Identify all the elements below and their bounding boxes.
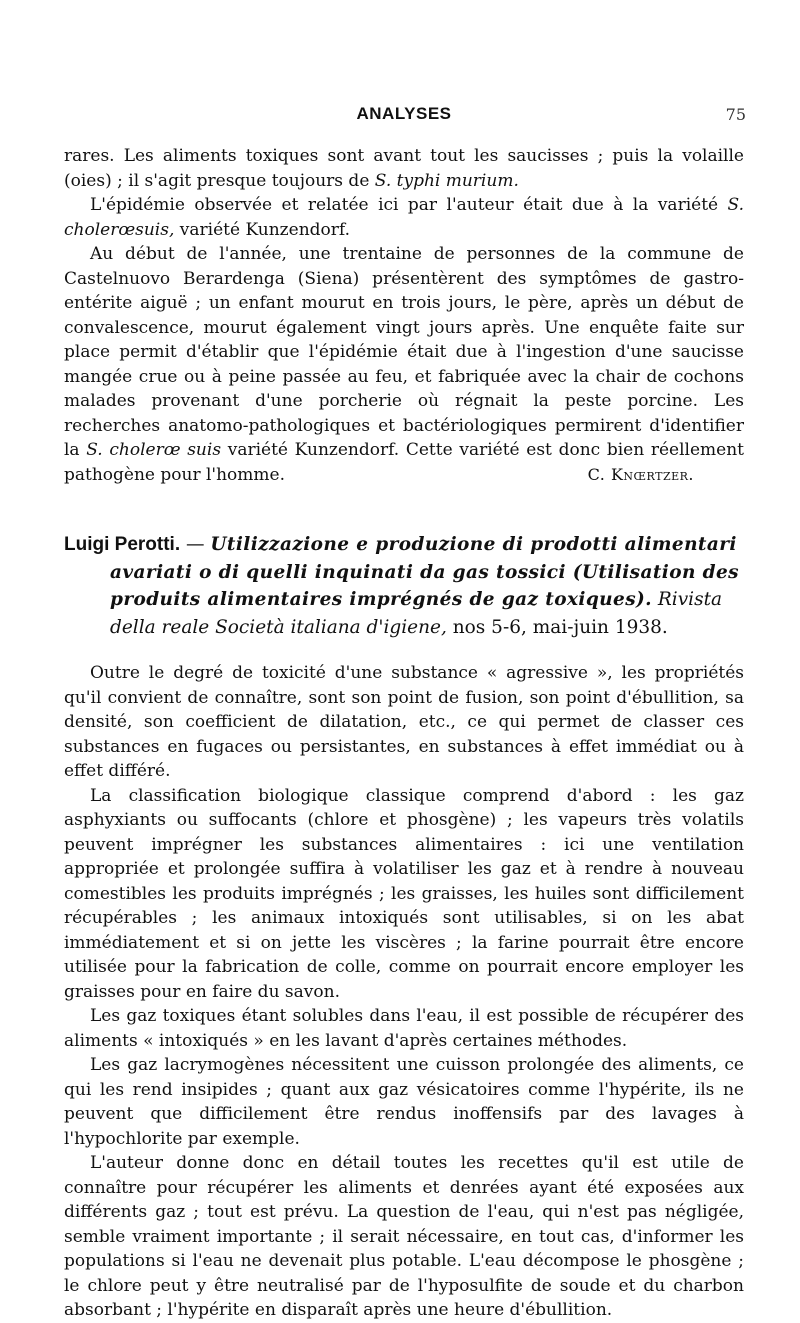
citation-title: Utilizzazione e produzione di prodotti alimentari avariati o di quelli inquinati da gas tossici (Utilisation des produits alimentaires imprégnés de gaz toxiques).	[110, 534, 739, 610]
review1-p3-species: S. cholerœ suis	[86, 440, 222, 460]
review1-paragraph-2	[64, 193, 744, 242]
abstract	[64, 661, 744, 1323]
running-header	[64, 100, 744, 130]
abstract-paragraph-1: Outre le degré de toxicité d'une substance « agressive », les propriétés qu'il convient de connaître, sont son point de fusion, son point d'ébullition, sa densité, son coefficient de dilatation, etc., ce qui permet de classer ces substances en fugaces ou persistantes, en substances à effet immédiat ou à effet différé.	[64, 663, 744, 781]
citation-heading	[64, 531, 744, 641]
citation-issue: nos 5-6, mai-juin 1938.	[446, 616, 668, 638]
reviewer-signature: C. Knœrtzer.	[587, 465, 694, 484]
abstract-paragraph-5: L'auteur donne donc en détail toutes les recettes qu'il est utile de connaître pour récupérer les aliments et denrées ayant été exposées aux différents gaz ; tout est prévu. La question de l'eau, qui n'est pas négligée, semble vraiment importante ; il serait nécessaire, en tout cas, d'informer les populations si l'eau ne devenait plus potable. L'eau décompose le phosgène ; le chlore peut y être neutralisé par de l'hyposulfite de soude et du charbon absorbant ; l'hypérite en disparaît après une heure d'ébullition.	[64, 1153, 744, 1320]
citation-dash: —	[180, 534, 211, 555]
review1-paragraph-1	[64, 144, 744, 193]
review1-p2-text: L'épidémie observée et relatée ici par l'auteur était due à la variété	[90, 195, 728, 215]
review1-p1-species: S. typhi murium.	[374, 170, 519, 191]
abstract-paragraph-2: La classification biologique classique comprend d'abord : les gaz asphyxiants ou suffocants (chlore et phosgène) ; les vapeurs très volatils peuvent imprégner les substances alimentaires : ici une ventilation appropriée et prolongée suffira à volatiliser les gaz et à rendre à nouveau comestibles les produits imprégnés ; les graisses, les huiles sont difficilement récupérables ; les animaux intoxiqués sont utilisables, si on les abat immédiatement et si on jette les viscères ; la farine pourrait être encore utilisée pour la fabrication de colle, comme on pourrait encore employer les graisses pour en faire du savon.	[64, 785, 744, 1002]
page	[64, 100, 744, 1323]
citation-journal: Rivista della reale Società italiana d'igiene,	[110, 589, 723, 638]
review1-p1-text: rares. Les aliments toxiques sont avant tout les saucisses ; puis la volaille (oies) ; il s'agit presque toujours de	[64, 146, 744, 191]
running-title: ANALYSES	[356, 104, 452, 123]
page-number: 75	[725, 105, 746, 124]
review1-p2-species: S. cholerœsuis,	[64, 195, 744, 240]
review1-paragraph-3	[64, 242, 744, 487]
review1-p3-end: variété Kunzendorf. Cette variété est donc bien réellement pathogène pour l'homme.	[64, 440, 744, 485]
review1-p3-text: Au début de l'année, une trentaine de personnes de la commune de Castelnuovo Berardenga (Siena) présentèrent des symptômes de gastro-entérite aiguë ; un enfant mourut en trois jours, le père, après un début de convalescence, mourut également vingt jours après. Une enquête faite sur place permit d'établir que l'épidémie était due à l'ingestion d'une saucisse mangée crue ou à peine passée au feu, et fabriquée avec la chair de cochons malades provenant d'une porcherie où régnait la peste porcine. Les recherches anatomo-pathologiques et bactériologiques permirent d'identifier la	[64, 244, 744, 460]
citation-author: Luigi Perotti.	[64, 534, 181, 555]
review1-p2-end: variété Kunzendorf.	[174, 219, 350, 240]
abstract-paragraph-3: Les gaz toxiques étant solubles dans l'eau, il est possible de récupérer des aliments « intoxiqués » en les lavant d'après certaines méthodes.	[64, 1006, 744, 1051]
abstract-paragraph-4: Les gaz lacrymogènes nécessitent une cuisson prolongée des aliments, ce qui les rend insipides ; quant aux gaz vésicatoires comme l'hypérite, ils ne peuvent que difficilement être rendus inoffensifs par des lavages à l'hypochlorite par exemple.	[64, 1055, 744, 1149]
